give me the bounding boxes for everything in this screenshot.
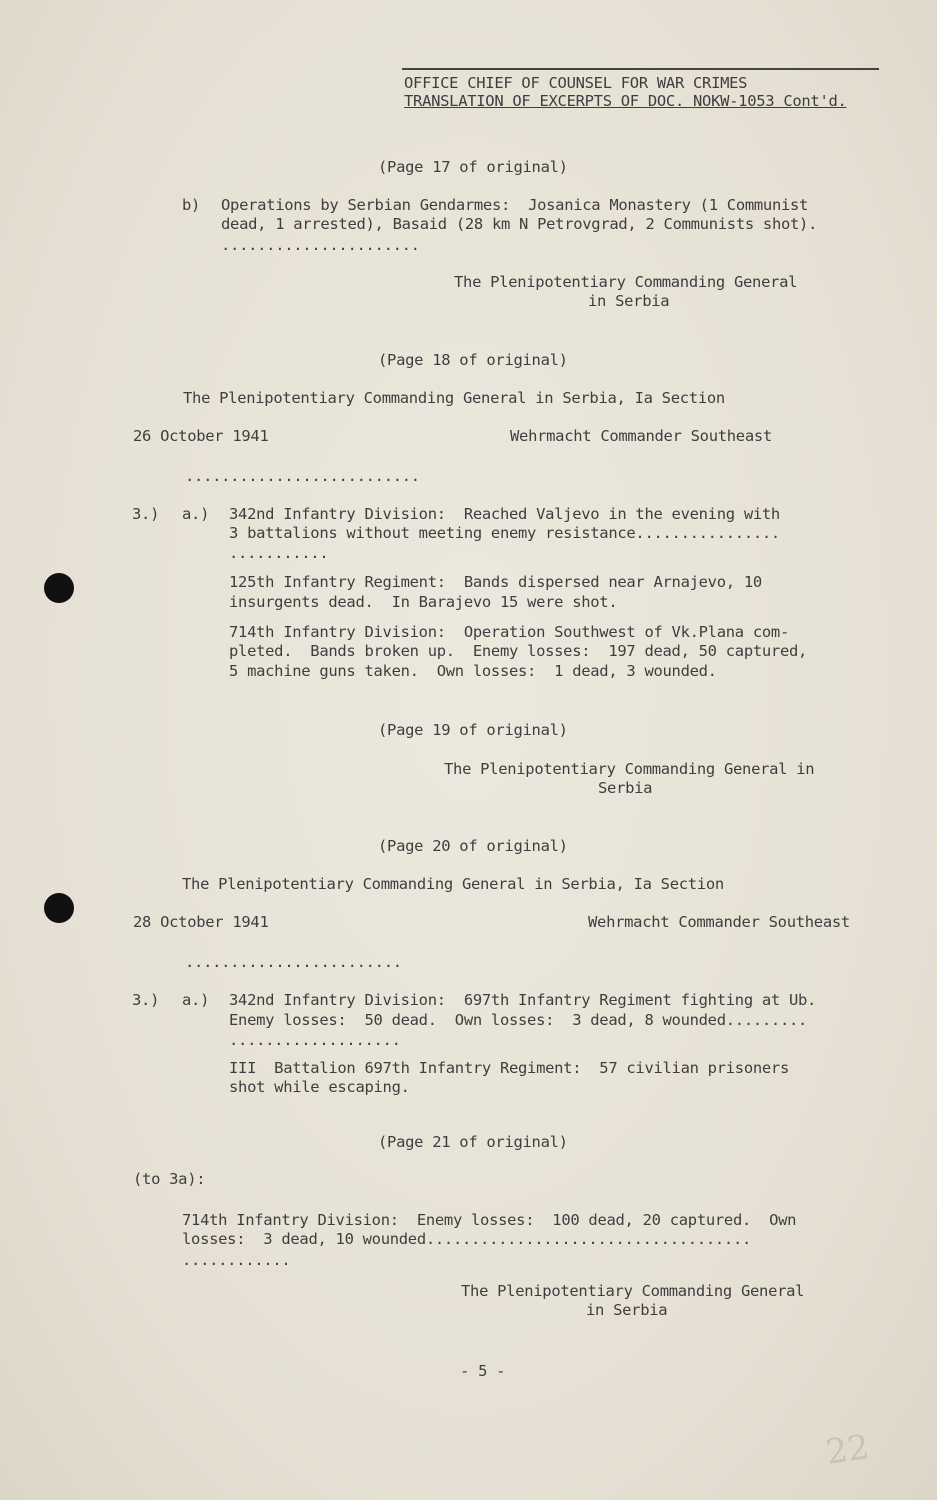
header-line-2: TRANSLATION OF EXCERPTS OF DOC. NOKW-1053 Cont'd.	[404, 92, 847, 110]
signature-line-1: The Plenipotentiary Commanding General	[454, 273, 798, 291]
division-714-line-1: 714th Infantry Division: Operation Southwest of Vk.Plana com-	[229, 623, 789, 641]
ellipsis-dots: ...................	[229, 1031, 401, 1049]
report-date: 28 October 1941	[133, 913, 269, 931]
handwritten-page-mark: 22	[823, 1427, 872, 1473]
section-title: The Plenipotentiary Commanding General in Serbia, Ia Section	[183, 389, 725, 407]
ellipsis-dots: ......................	[221, 236, 420, 254]
item-number: 3.)	[132, 505, 160, 523]
page-20-ref: (Page 20 of original)	[378, 837, 568, 855]
item-number: 3.)	[132, 991, 160, 1009]
division-342-line-2: Enemy losses: 50 dead. Own losses: 3 dead, 8 wounded.........	[229, 1011, 808, 1029]
ellipsis-dots: ...........	[229, 544, 329, 562]
item-sub-label: a.)	[182, 991, 210, 1009]
signature-line-2: in Serbia	[586, 1301, 668, 1319]
page-17-ref: (Page 17 of original)	[378, 158, 568, 176]
signature-line-1: The Plenipotentiary Commanding General in	[444, 760, 815, 778]
commander-label: Wehrmacht Commander Southeast	[588, 913, 850, 931]
page-21-ref: (Page 21 of original)	[378, 1133, 568, 1151]
item-b-line-2: dead, 1 arrested), Basaid (28 km N Petrovgrad, 2 Communists shot).	[221, 215, 818, 233]
signature-line-2: Serbia	[598, 779, 653, 797]
report-date: 26 October 1941	[133, 427, 269, 445]
ellipsis-dots: ........................	[185, 953, 402, 971]
item-b-line-1: Operations by Serbian Gendarmes: Josanica Monastery (1 Communist	[221, 196, 809, 214]
header-line-1: OFFICE CHIEF OF COUNSEL FOR WAR CRIMES	[404, 74, 748, 92]
division-342-line-1: 342nd Infantry Division: 697th Infantry Regiment fighting at Ub.	[229, 991, 817, 1009]
signature-line-1: The Plenipotentiary Commanding General	[461, 1282, 805, 1300]
regiment-125-line-2: insurgents dead. In Barajevo 15 were shot.	[229, 593, 618, 611]
section-title: The Plenipotentiary Commanding General in Serbia, Ia Section	[182, 875, 724, 893]
page-19-ref: (Page 19 of original)	[378, 721, 568, 739]
division-714-line-3: 5 machine guns taken. Own losses: 1 dead, 3 wounded.	[229, 662, 717, 680]
ellipsis-dots: ............	[182, 1251, 291, 1269]
signature-line-2: in Serbia	[588, 292, 670, 310]
to-3a-label: (to 3a):	[133, 1170, 206, 1188]
division-714-line-1: 714th Infantry Division: Enemy losses: 100 dead, 20 captured. Own	[182, 1211, 797, 1229]
division-342-line-1: 342nd Infantry Division: Reached Valjevo in the evening with	[229, 505, 780, 523]
division-342-line-2: 3 battalions without meeting enemy resistance................	[229, 524, 780, 542]
item-b-label: b)	[182, 196, 201, 214]
division-714-line-2: losses: 3 dead, 10 wounded....................................	[182, 1230, 752, 1248]
page-number: - 5 -	[460, 1362, 506, 1380]
item-sub-label: a.)	[182, 505, 210, 523]
punch-hole-bottom	[44, 893, 74, 923]
battalion-line-2: shot while escaping.	[229, 1078, 410, 1096]
battalion-line-1: III Battalion 697th Infantry Regiment: 57 civilian prisoners	[229, 1059, 789, 1077]
commander-label: Wehrmacht Commander Southeast	[510, 427, 772, 445]
page-18-ref: (Page 18 of original)	[378, 351, 568, 369]
regiment-125-line-1: 125th Infantry Regiment: Bands dispersed near Arnajevo, 10	[229, 573, 762, 591]
header-top-rule	[402, 68, 879, 70]
division-714-line-2: pleted. Bands broken up. Enemy losses: 197 dead, 50 captured,	[229, 642, 808, 660]
ellipsis-dots: ..........................	[185, 467, 420, 485]
punch-hole-top	[44, 573, 74, 603]
